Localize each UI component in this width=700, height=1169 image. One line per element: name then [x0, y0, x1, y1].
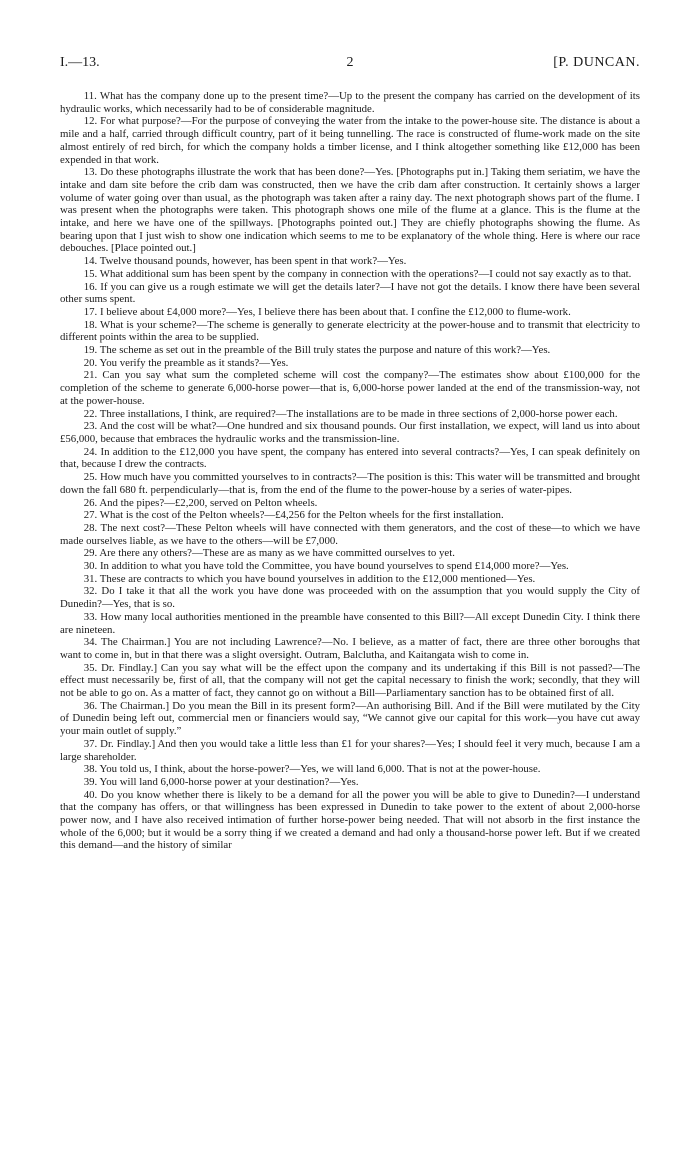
question-paragraph: 38. You told us, I think, about the horse-power?—Yes, we will land 6,000. That is not at the power-house. — [83, 763, 541, 776]
question-paragraph: 34. The Chairman.] You are not including Lawrence?—No. I believe, as a matter of fact, there are three other boroughs that want to come in, but in that there was a slight oversight. Outram, Balclutha, and Kaitangata wish to come in. — [60, 636, 640, 661]
question-paragraph: 35. Dr. Findlay.] Can you say what will be the effect upon the company and its undertaking if this Bill is not passed?—The effect must necessarily be, first of all, that the company will not get the capital necessary to finish the work; secondly, that they will not be able to go on. As a matter of fact, they cannot go on without a Bill—Parliamentary sanction has to be obtained first of all. — [60, 661, 640, 700]
document-reference: I.—13. — [60, 55, 100, 70]
question-paragraph: 24. In addition to the £12,000 you have spent, the company has entered into several contracts?—Yes, I can speak definitely on that, because I drew the contracts. — [60, 445, 640, 471]
question-paragraph: 15. What additional sum has been spent by the company in connection with the operations?—I could not say exactly as to that. — [83, 267, 632, 280]
question-paragraph: 13. Do these photographs illustrate the work that has been done?—Yes. [Photographs put in.] Taking them seriatim, we have the intake and dam site before the crib dam was constructed, then we have the crib dam after construction. It certainly shows a larger volume of water going over than usual, as the photograph was taken after a rainy day. The next photograph shows part of the flume. I was present when the photographs were taken. This photograph shows one mile of the flume at a glance. This is the flume at the intake, and here we have one of the spillways. [Photographs pointed out.] They are chiefly photographs showing the flume. As bearing upon that I just wish to show one indication which seems to me to be explanatory of the whole thing. Here is where our race debouches. [Place pointed out.] — [60, 166, 640, 255]
question-paragraph: 12. For what purpose?—For the purpose of conveying the water from the intake to the power-house site. The distance is about a mile and a half, carried through difficult country, part of it being tunnelling. The race is constructed of flume-work made on the site almost entirely of red birch, for which the company holds a timber license, and I think altogether something like £12,000 has been expended in that work. — [60, 115, 640, 166]
question-paragraph: 17. I believe about £4,000 more?—Yes, I believe there has been about that. I confine the £12,000 to flume-work. — [83, 305, 571, 318]
question-paragraph: 31. These are contracts to which you have bound yourselves in addition to the £12,000 mentioned—Yes. — [83, 572, 536, 585]
question-paragraph: 14. Twelve thousand pounds, however, has been spent in that work?—Yes. — [83, 255, 407, 268]
document-page — [60, 0, 640, 852]
page-header — [60, 55, 640, 75]
question-paragraph: 32. Do I take it that all the work you have done was proceeded with on the assumption that you would supply the City of Dunedin?—Yes, that is so. — [60, 585, 640, 611]
question-paragraph: 16. If you can give us a rough estimate we will get the details later?—I have not got the details. I know there have been several other sums spent. — [60, 280, 640, 306]
question-paragraph: 27. What is the cost of the Pelton wheels?—£4,256 for the Pelton wheels for the first installation. — [83, 509, 504, 522]
question-paragraph: 30. In addition to what you have told the Committee, you have bound yourselves to spend £14,000 more?—Yes. — [83, 560, 569, 573]
question-paragraph: 11. What has the company done up to the present time?—Up to the present the company has carried on the development of its hydraulic works, which necessarily had to be of considerable magnitude. — [60, 90, 640, 115]
question-paragraph: 33. How many local authorities mentioned in the preamble have consented to this Bill?—All except Dunedin City. I think there are nineteen. — [60, 610, 640, 636]
question-paragraph: 29. Are there any others?—These are as many as we have committed ourselves to yet. — [83, 547, 455, 560]
question-paragraph: 37. Dr. Findlay.] And then you would take a little less than £1 for your shares?—Yes; I should feel it very much, because I am a large shareholder. — [60, 737, 640, 763]
question-paragraph: 22. Three installations, I think, are required?—The installations are to be made in three sections of 2,000-horse power each. — [83, 407, 618, 420]
question-paragraph: 28. The next cost?—These Pelton wheels will have connected with them generators, and the cost of these—to which we have made ourselves liable, as we have to the others—will be £7,000. — [60, 521, 640, 547]
question-paragraph: 21. Can you say what sum the completed scheme will cost the company?—The estimates show about £100,000 for the completion of the scheme to generate 6,000-horse power—that is, 6,000-horse power landed at the end of the transmission-way, not at the power-house. — [60, 369, 640, 407]
question-paragraph: 20. You verify the preamble as it stands?—Yes. — [83, 356, 289, 369]
question-paragraph: 19. The scheme as set out in the preamble of the Bill truly states the purpose and nature of this work?—Yes. — [83, 344, 551, 357]
question-paragraph: 39. You will land 6,000-horse power at your destination?—Yes. — [83, 775, 359, 788]
question-paragraph: 40. Do you know whether there is likely to be a demand for all the power you will be able to give to Dunedin?—I understand that the company has offers, or that willingness has been expressed in Dunedin to take power to the extent of about 2,000-horse power now, and I have also received intimation of further horse-power being needed. That will not absorb in the first instance the whole of the 6,000; but it would be a sorry thing if we created a demand and had only a thousand-horse power left. But if we created this demand—and the history of similar — [60, 788, 640, 852]
testimony-body — [60, 90, 640, 852]
question-paragraph: 36. The Chairman.] Do you mean the Bill in its present form?—An authorising Bill. And if the Bill were mutilated by the City of Dunedin being left out, commercial men or financiers would say, “We cannot give our capital for this work—you have cut away your main outlet of supply.” — [60, 699, 640, 738]
question-paragraph: 25. How much have you committed yourselves to in contracts?—The position is this: This water will be transmitted and brought down the fall 680 ft. perpendicularly—that is, from the end of the flume to the power-house by a series of water-pipes. — [60, 471, 640, 496]
page-number: 2 — [346, 55, 354, 70]
witness-name: [P. DUNCAN. — [553, 55, 640, 70]
question-paragraph: 18. What is your scheme?—The scheme is generally to generate electricity at the power-house and to transmit that electricity to different points within the area to be supplied. — [60, 318, 640, 344]
question-paragraph: 23. And the cost will be what?—One hundred and six thousand pounds. Our first installation, we expect, will land us into about £56,000, because that embraces the hydraulic works and the transmission-line. — [60, 420, 640, 445]
question-paragraph: 26. And the pipes?—£2,200, served on Pelton wheels. — [83, 496, 318, 509]
